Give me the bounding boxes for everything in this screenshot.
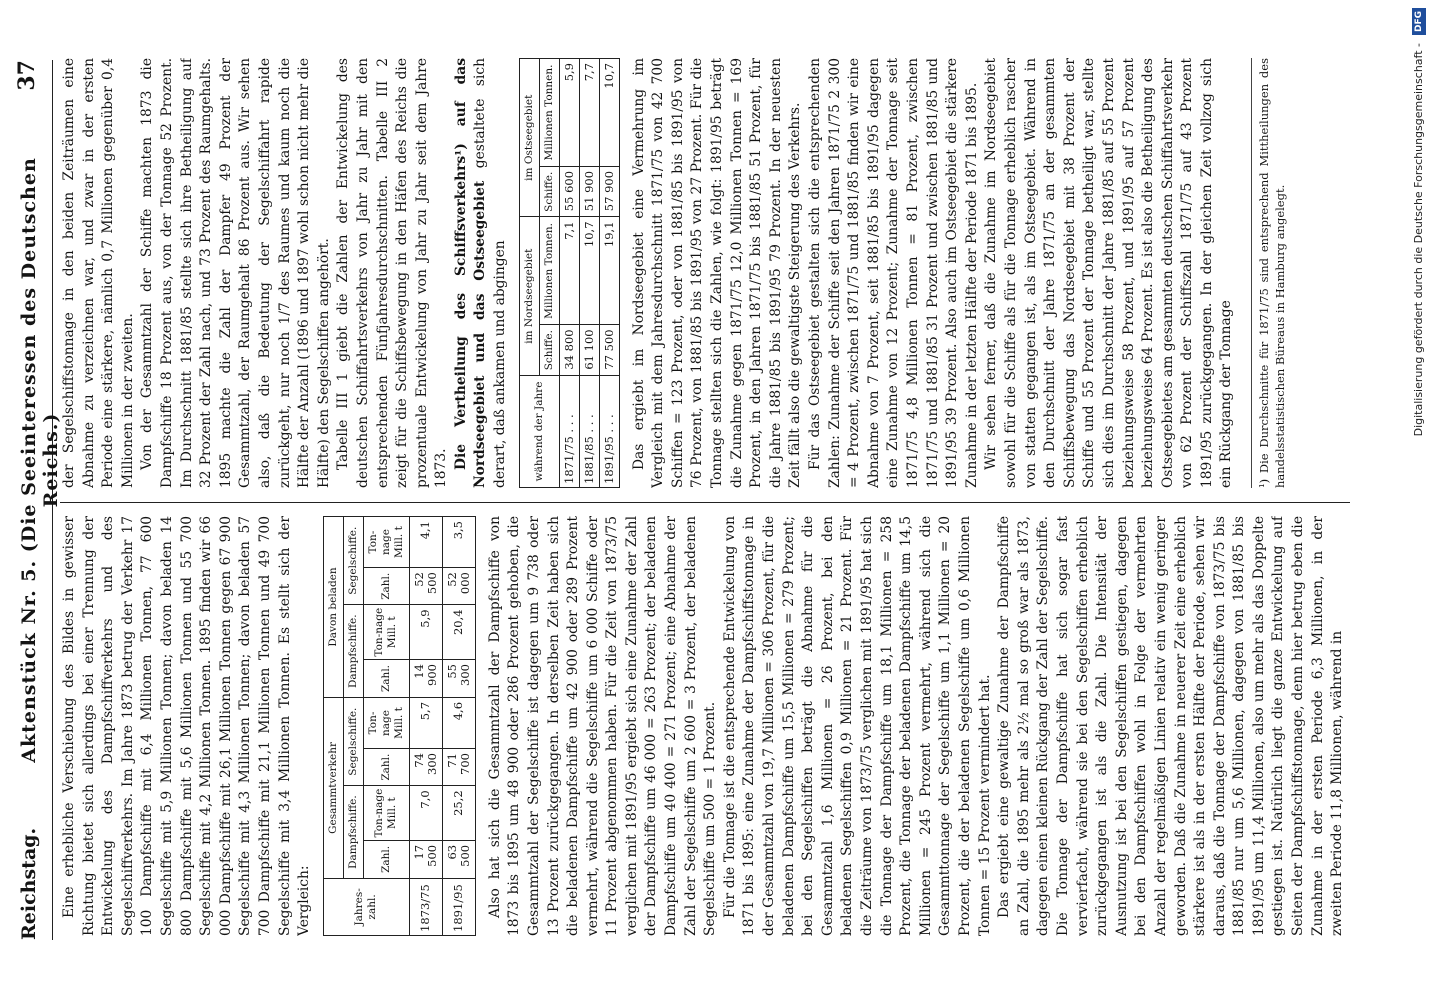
paragraph: Für das Ostseegebiet gestalten sich die entsprechenden Zahlen: Zunahme der Schiffe seit den Jahren 1871/75 2 300 = 4 Prozent, zwischen 1871/75 und 1881/85 finden wir eine Abnahme von 7 Prozent, seit 1881/85 bis 1891/95 dagegen eine Zunahme von 12 Prozent; Zunahme der Tonnage seit 1871/75 4,8 Millionen Tonnen = 81 Prozent, zwischen 1871/75 und 1881/85 31 Prozent und zwischen 1881/85 und 1891/95 39 Prozent. Also auch im Ostseegebiet die stärkere Zunahme in der letzten Hälfte der Periode 1871 bis 1895.	[807, 58, 980, 488]
paragraph: Von der Gesammtzahl der Schiffe machten 1873 die Dampfschiffe 18 Prozent aus, von der Tonnage 52 Prozent. Im Durchschnitt 1881/85 stellte sich ihre Betheiligung auf 32 Prozent der Zahl nach, und 73 Prozent des Raumgehalts. 1895 machte die Zahl der Dampfer 49 Prozent der Gesammtzahl, der Raumgehalt 86 Prozent aus. Wir sehen also, daß die Bedeutung der Segelschiffahrt rapide zurückgeht, nur noch 1/7 des Raumes und kaum noch die Hälfte der Anzahl (1896 und 1897 wohl schon nicht mehr die Hälfte) den Segelschiffen angehört.	[139, 58, 332, 488]
page-number: 37	[14, 60, 40, 91]
section-heading-paragraph	[452, 58, 511, 488]
table-cell: 51 900	[579, 166, 599, 217]
table-cell: 1873/75	[409, 878, 442, 935]
table-cell: 1881/85 . . .	[579, 375, 599, 487]
table-header: während der Jahre	[519, 375, 559, 487]
table-header: Zahl.	[363, 568, 409, 605]
table-row	[579, 59, 599, 488]
regional-table	[519, 58, 620, 488]
header-title: Aktenstück Nr. 5. (Die Seeinteressen des Deutschen Reichs.)	[18, 157, 62, 763]
table-cell: 55 300	[442, 660, 475, 698]
page-header	[8, 60, 62, 940]
table-row	[599, 59, 619, 488]
column-left	[60, 516, 1350, 936]
table-header: Ton-nage Mill. t	[363, 517, 409, 568]
paragraph: Wir sehen ferner, daß die Zunahme im Nordseegebiet sowohl für die Schiffe als für die Tonnage erheblich rascher von statten gegangen ist, als im Ostseegebiet. Während in den Durchschnitt der Jahre 1871/75 an der gesammten Schiffsbewegung das Nordseegebiet mit 38 Prozent der Schiffe und 55 Prozent der Tonnage betheiligt war, stellte sich dies im Durchschnitt der Jahre 1881/85 auf 55 Prozent beziehungsweise 58 Prozent, und 1891/95 auf 57 Prozent beziehungsweise 64 Prozent. Es ist also die Betheiligung des Ostseegebietes am gesammten deutschen Schiffahrtsverkehr von 62 Prozent der Schiffszahl 1871/75 auf 43 Prozent 1891/95 zurückgegangen. In der gleichen Zeit vollzog sich ein Rückgang der Tonnage	[983, 58, 1235, 488]
table-cell: 4,1	[409, 517, 442, 568]
table-cell: 5,9	[559, 59, 579, 167]
table-cell: 71 700	[442, 749, 475, 786]
table-header: Schiffe.	[539, 166, 559, 217]
table-header: Dampfschiffe.	[343, 786, 363, 879]
table-cell: 19,1	[599, 217, 619, 325]
table-cell: 74 300	[409, 749, 442, 786]
table-cell: 25,2	[442, 786, 475, 841]
header-left: Reichstag.	[18, 827, 40, 940]
table-cell: 14 900	[409, 660, 442, 698]
footnote: ¹) Die Durchschnitte für 1871/75 sind entsprechend Mittheilungen des handelsstatistischen Büreaus in Hamburg angelegt.	[1251, 58, 1288, 488]
table-header: Ton-nage Mill. t	[363, 786, 409, 841]
dfg-logo: DFG	[1412, 8, 1426, 35]
section-heading: Die Vertheilung des Schiffsverkehrs¹) auf das Nordseegebiet und das Ostseegebiet	[452, 58, 489, 488]
paragraph: Also hat sich die Gesammtzahl der Dampfschiffe von 1873 bis 1895 um 48 900 oder 286 Prozent gehoben, die Gesammtzahl der Segelschiffe ist dagegen um 9 738 oder 13 Prozent zurückgegangen. In derselben Zeit haben sich die beladenen Dampfschiffe um 42 900 oder 289 Prozent vermehrt, während die Segelschiffe um 6 000 Schiffe oder 11 Prozent abgenommen haben. Für die Zeit von 1873/75 verglichen mit 1891/95 ergiebt sich eine Zunahme der Zahl der Dampfschiffe um 46 000 = 263 Prozent; der beladenen Dampfschiffe um 40 400 = 271 Prozent; eine Abnahme der Zahl der Segelschiffe um 2 600 = 3 Prozent, der beladenen Segelschiffe um 500 = 1 Prozent.	[486, 516, 719, 936]
table-cell: 57 900	[599, 166, 619, 217]
table-cell: 4,6	[442, 697, 475, 748]
table-row	[409, 517, 442, 936]
table-row	[442, 517, 475, 936]
table-cell: 7,1	[559, 217, 579, 325]
paragraph: Tabelle III 1 giebt die Zahlen der Entwickelung des deutschen Schiffahrtsverkehrs von Jahr zu Jahr mit den entsprechenden Fünfjahresdurchschnitten. Tabelle III 2 zeigt für die Schiffsbewegung in den Häfen des Reichs die prozentuale Entwickelung von Jahr zu Jahr seit dem Jahre 1873.	[335, 58, 450, 488]
paragraph: der Segelschiffstonnage in den beiden Zeiträumen eine Abnahme zu verzeichnen war, und zwar in der ersten Periode eine stärkere, nämlich 0,7 Millionen gegenüber 0,4 Millionen in der zweiten.	[61, 58, 136, 488]
table-cell: 3,5	[442, 517, 475, 568]
table-header: Dampfschiffe.	[343, 605, 363, 698]
table-header: Davon beladen	[323, 517, 343, 698]
table-header: Jahres-zahl.	[323, 878, 409, 935]
table-header: Gesammtverkehr	[323, 697, 343, 878]
table-header: im Ostseegebiet	[519, 59, 539, 217]
digitization-credit	[1408, 8, 1430, 988]
table-header: im Nordseegebiet	[519, 217, 539, 375]
table-cell: 52 000	[442, 568, 475, 605]
table-row	[559, 59, 579, 488]
heading-tail: gestaltete sich derart, daß ankamen und abgingen	[472, 58, 509, 488]
table-header: Segelschiffe.	[343, 697, 363, 785]
comparison-table	[323, 516, 476, 936]
table-cell: 55 600	[559, 166, 579, 217]
table-header: Zahl.	[363, 749, 409, 786]
table-cell: 10,7	[579, 217, 599, 325]
table-cell: 52 500	[409, 568, 442, 605]
table-cell: 63 500	[442, 840, 475, 878]
table-cell: 1891/95 . . .	[599, 375, 619, 487]
table-cell: 61 100	[579, 325, 599, 376]
table-header: Ton-nage Mill. t	[363, 605, 409, 660]
column-divider	[60, 502, 1350, 503]
table-cell: 1871/75 . . .	[559, 375, 579, 487]
table-cell: 5,9	[409, 605, 442, 660]
table-cell: 5,7	[409, 697, 442, 748]
paragraph: Eine erhebliche Verschiebung des Bildes in gewisser Richtung bietet sich allerdings bei einer Trennung der Entwickelung des Dampfschiffverkehrs und des Segelschiffverkehrs. Im Jahre 1873 betrug der Verkehr 17 100 Dampfschiffe mit 6,4 Millionen Tonnen, 77 600 Segelschiffe mit 5,9 Millionen Tonnen; davon beladen 14 800 Dampfschiffe mit 5,6 Millionen Tonnen und 55 700 Segelschiffe mit 4,2 Millionen Tonnen. 1895 finden wir 66 000 Dampfschiffe mit 26,1 Millionen Tonnen gegen 67 900 Segelschiffe mit 4,3 Millionen Tonnen; davon beladen 57 700 Dampfschiffe mit 21,1 Millionen Tonnen und 49 700 Segelschiffe mit 3,4 Millionen Tonnen. Es stellt sich der Vergleich:	[61, 516, 313, 936]
table-header: Segelschiffe.	[343, 517, 363, 605]
table-cell: 1891/95	[442, 878, 475, 935]
table-cell: 20,4	[442, 605, 475, 660]
paragraph: Das ergiebt eine gewaltige Zunahme der Dampfschiffe an Zahl, die 1895 mehr als 2½ mal so groß war als 1873, dagegen einen kleinen Rückgang der Zahl der Segelschiffe. Die Tonnage der Dampfschiffe hat sich sogar fast vervierfacht, während sie bei den Segelschiffen erheblich zurückgegangen ist als die Zahl. Die Intensität der Ausnutzung ist bei den Segelschiffen gestiegen, dagegen bei den Dampfschiffen wohl in Folge der vermehrten Anzahl der regelmäßigen Linien relativ ein wenig geringer geworden. Daß die Zunahme in neuerer Zeit eine erheblich stärkere ist als in der ersten Hälfte der Periode, sehen wir daraus, daß die Tonnage der Dampfschiffe von 1873/75 bis 1881/85 nur um 5,6 Millionen, dagegen von 1881/85 bis 1891/95 um 11,4 Millionen, also um mehr als das Doppelte gestiegen ist. Natürlich liegt die ganze Entwickelung auf Seiten der Dampfschiffstonnage, denn hier betrug eben die Zunahme in der ersten Periode 6,3 Millionen, in der zweiten Periode 11,8 Millionen, während in	[996, 516, 1346, 936]
table-header: Zahl.	[363, 660, 409, 698]
table-cell: 17 500	[409, 840, 442, 878]
table-cell: 10,7	[599, 59, 619, 167]
table-header: Millionen Tonnen.	[539, 217, 559, 325]
table-header: Schiffe.	[539, 325, 559, 376]
table-cell: 77 500	[599, 325, 619, 376]
table-header: Zahl.	[363, 840, 409, 878]
paragraph: Das ergiebt im Nordseegebiet eine Vermehrung im Vergleich mit dem Jahresdurchschnitt 1871/75 von 42 700 Schiffen = 123 Prozent, oder von 1881/85 bis 1891/95 von 76 Prozent, von 1881/85 bis 1891/95 von 27 Prozent. Für die Tonnage stellten sich die Zahlen, wie folgt: 1891/95 beträgt die Zunahme gegen 1871/75 12,0 Millionen Tonnen = 169 Prozent, in den Jahren 1871/75 bis 1881/85 51 Prozent, für die Jahre 1881/85 bis 1891/95 79 Prozent. In der neuesten Zeit fällt also die gewaltigste Steigerung des Verkehrs.	[630, 58, 804, 488]
table-header: Millionen Tonnen.	[539, 59, 559, 167]
paragraph: Für die Tonnage ist die entsprechende Entwickelung von 1871 bis 1895: eine Zunahme der Dampfschiffstonnage in der Gesammtzahl von 19,7 Millionen = 306 Prozent, für die beladenen Dampfschiffe um 15,5 Millionen = 279 Prozent; bei den Segelschiffen beträgt die Abnahme für die Gesammtzahl 1,6 Millionen = 26 Prozent, bei den beladenen Segelschiffen 0,9 Millionen = 21 Prozent. Für die Zeiträume von 1873/75 verglichen mit 1891/95 hat sich die Tonnage der Dampfschiffe um 18,1 Millionen = 258 Prozent, die Tonnage der beladenen Dampfschiffe um 14,5 Millionen = 245 Prozent vermehrt, während sich die Gesammttonnage der Segelschiffe um 1,1 Millionen = 20 Prozent, die der beladenen Segelschiffe um 0,6 Millionen Tonnen = 15 Prozent vermindert hat.	[721, 516, 993, 936]
table-cell: 7,7	[579, 59, 599, 167]
credit-text: Digitalisierung gefördert durch die Deutsche Forschungsgemeinschaft -	[1412, 43, 1425, 437]
table-cell: 7,0	[409, 786, 442, 841]
column-right	[60, 58, 1350, 488]
table-header: Ton-nage Mill. t	[363, 697, 409, 748]
table-cell: 34 800	[559, 325, 579, 376]
